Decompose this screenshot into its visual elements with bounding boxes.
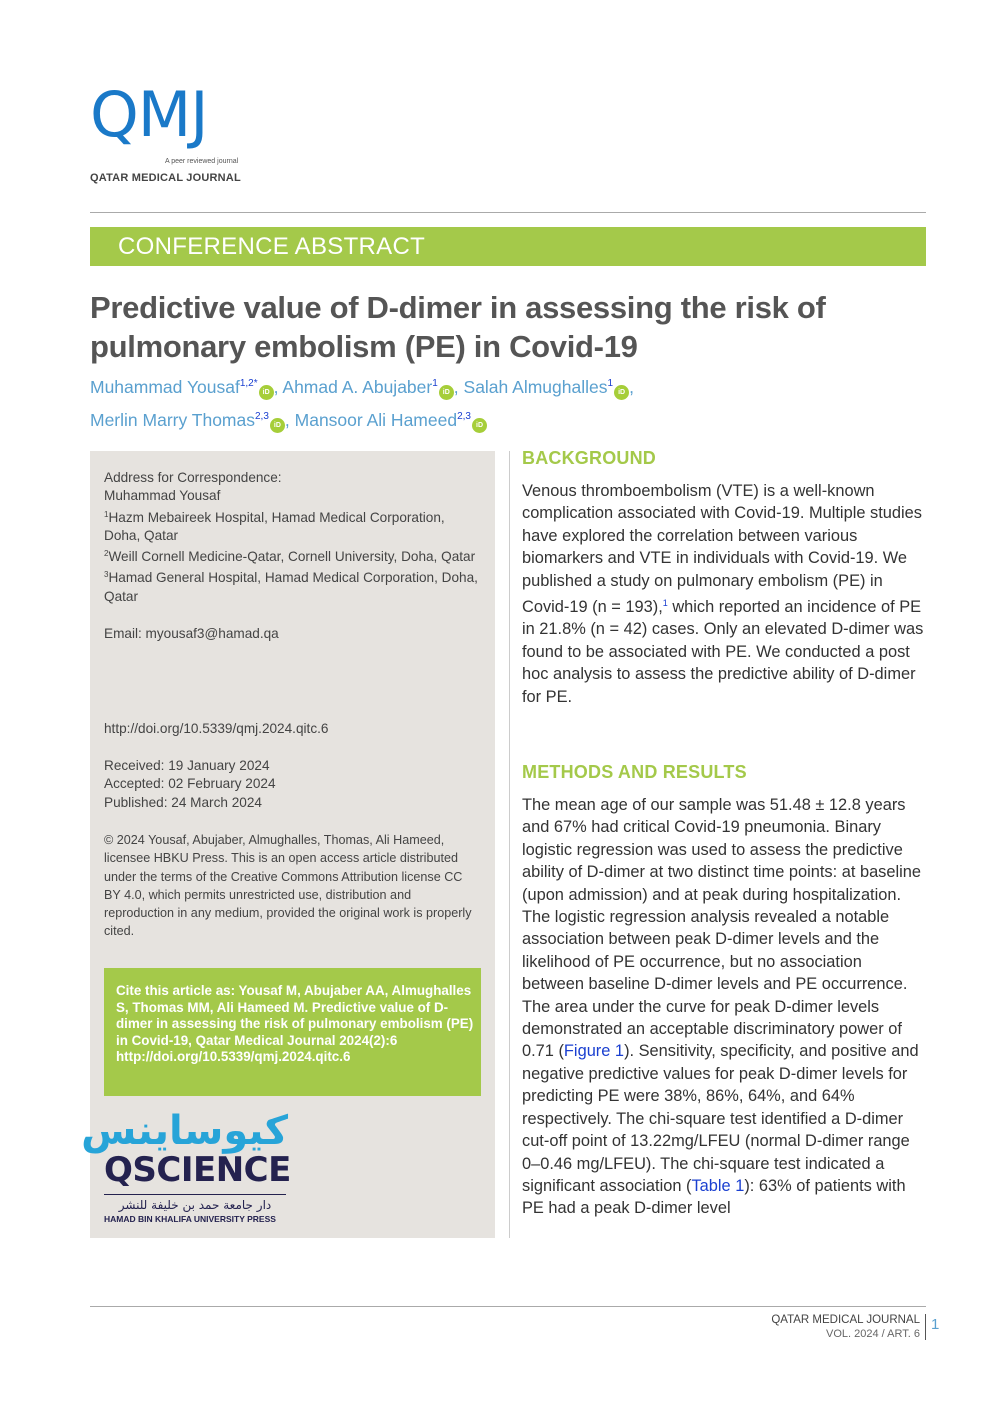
doi-link[interactable]: http://doi.org/10.5339/qmj.2024.qitc.6 [104, 721, 329, 736]
background-heading: BACKGROUND [522, 448, 656, 468]
correspondence-email[interactable]: Email: myousaf3@hamad.qa [104, 626, 279, 641]
hbku-press-label: HAMAD BIN KHALIFA UNIVERSITY PRESS [104, 1214, 276, 1224]
author-name[interactable]: Muhammad Yousaf [90, 377, 240, 397]
author-affiliation: 2,3 [255, 411, 269, 422]
author-affiliation: 1,2* [239, 378, 258, 389]
page-number: 1 [931, 1316, 940, 1333]
author-list [90, 369, 926, 435]
orcid-icon[interactable]: iD [259, 385, 274, 400]
orcid-icon[interactable]: iD [472, 418, 487, 433]
author-affiliation: 1 [432, 378, 438, 389]
affiliation-2: $^2$Weill Cornell Medicine-Qatar, Cornell University, Doha, Qatar [104, 549, 476, 565]
license-text: © 2024 Yousaf, Abujaber, Almughalles, Thomas, Ali Hameed, licensee HBKU Press. This is an open access article distributed under the terms of the Creative Commons Attribution license CC BY 4.0, which permits unrestricted use, distribution and reproduction in any medium, provided the original work is properly cited. [104, 833, 472, 939]
background-text: Venous thromboembolism (VTE) is a well-known complication associated with Covid-19. Multiple studies have explored the correlation between various biomarkers and VTE in individuals with Covid-19. We published a study on pulmonary embolism (PE) in Covid-19 (n = 193),$^1$ which reported an incidence of PE in 21.8% (n = 42) cases. Only an elevated D-dimer was found to be associated with PE. We conducted a post hoc analysis to assess the predictive ability of D-dimer for PE. [522, 482, 924, 706]
author-separator: , [273, 377, 283, 397]
author-name[interactable]: Ahmad A. Abujaber [282, 377, 433, 397]
correspondence-block [104, 469, 484, 606]
methods-text: The mean age of our sample was 51.48 ± 12.8 years and 67% had critical Covid-19 pneumonia. Binary logistic regression was used to assess the predictive ability of D-dimer at two distinct time points: at baseline (upon admission) and at peak during hospitalization. The logistic regression analysis revealed a notable association between peak D-dimer levels and the likelihood of PE occurrence, but no association between baseline D-dimer levels and PE occurrence. The area under the curve for peak D-dimer levels demonstrated an acceptable discriminatory power of 0.71 (Figure 1). Sensitivity, specificity, and positive and negative predictive values for peak D-dimer levels for predicting PE were 38%, 86%, 64%, and 64% respectively. The chi-square test identified a D-dimer cut-off point of 13.22mg/LFEU (normal D-dimer range 0–0.46 mg/LFEU). The chi-square test indicated a significant association (Table 1): 63% of patients with PE had a peak D-dimer level [522, 796, 922, 1218]
footer-divider [90, 1306, 926, 1307]
received-date: Received: 19 January 2024 [104, 758, 270, 773]
qscience-divider [104, 1194, 286, 1195]
qmj-logo-letters: QMJ [90, 78, 208, 151]
correspondence-label: Address for Correspondence: [104, 470, 282, 485]
author-separator: , [629, 377, 634, 397]
qmj-logo-name: QATAR MEDICAL JOURNAL [90, 172, 241, 184]
column-divider [509, 451, 510, 1238]
qmj-logo-tagline: A peer reviewed journal [165, 158, 239, 165]
author-name[interactable]: Mansoor Ali Hameed [294, 410, 458, 430]
orcid-icon[interactable]: iD [439, 385, 454, 400]
author-affiliation: 2,3 [457, 411, 471, 422]
author-name[interactable]: Merlin Marry Thomas [90, 410, 255, 430]
article-title-line1: Predictive value of D-dimer in assessing the risk of [90, 290, 826, 325]
author-line-1 [90, 369, 926, 402]
hbku-press-arabic: دار جامعة حمد بن خليفة للنشر [118, 1198, 272, 1212]
affiliation-1: $^1$Hazm Mebaireek Hospital, Hamad Medical Corporation, Doha, Qatar [104, 509, 445, 543]
article-title-line2: pulmonary embolism (PE) in Covid-19 [90, 329, 638, 364]
dates-block [104, 757, 484, 812]
author-separator: , [284, 410, 295, 430]
author-separator: , [453, 377, 464, 397]
footer-separator [925, 1314, 926, 1340]
footer-journal-name: QATAR MEDICAL JOURNAL [771, 1314, 920, 1326]
correspondence-name: Muhammad Yousaf [104, 488, 221, 504]
published-date: Published: 24 March 2024 [104, 794, 262, 810]
table-1-link[interactable]: Table 1 [691, 1176, 745, 1195]
reference-link[interactable]: 1 [662, 598, 668, 609]
author-name[interactable]: Salah Almughalles [463, 377, 608, 397]
qscience-logo: QSCIENCE [104, 1150, 291, 1190]
author-affiliation: 1 [607, 378, 614, 389]
qscience-arabic-logo: كيوساينس [81, 1108, 288, 1154]
article-type-label: CONFERENCE ABSTRACT [118, 233, 426, 260]
orcid-icon[interactable]: iD [270, 418, 285, 433]
article-title [90, 288, 926, 366]
accepted-date: Accepted: 02 February 2024 [104, 776, 276, 792]
top-divider [90, 212, 926, 213]
affiliation-3: $^3$Hamad General Hospital, Hamad Medical Corporation, Doha, Qatar [104, 570, 478, 604]
citation-text: Cite this article as: Yousaf M, Abujaber AA, Almughalles S, Thomas MM, Ali Hameed M. Predictive value of D-dimer in assessing the risk of pulmonary embolism (PE) in Covid-19, Qatar Medical Journal 2024(2):6 http://doi.org/10.5339/qmj.2024.qitc.6 [116, 983, 474, 1064]
figure-1-link[interactable]: Figure 1 [563, 1042, 625, 1061]
orcid-icon[interactable]: iD [614, 385, 629, 400]
footer-volume: VOL. 2024 / ART. 6 [826, 1328, 920, 1340]
author-line-2 [90, 402, 926, 435]
methods-heading: METHODS AND RESULTS [522, 762, 747, 782]
